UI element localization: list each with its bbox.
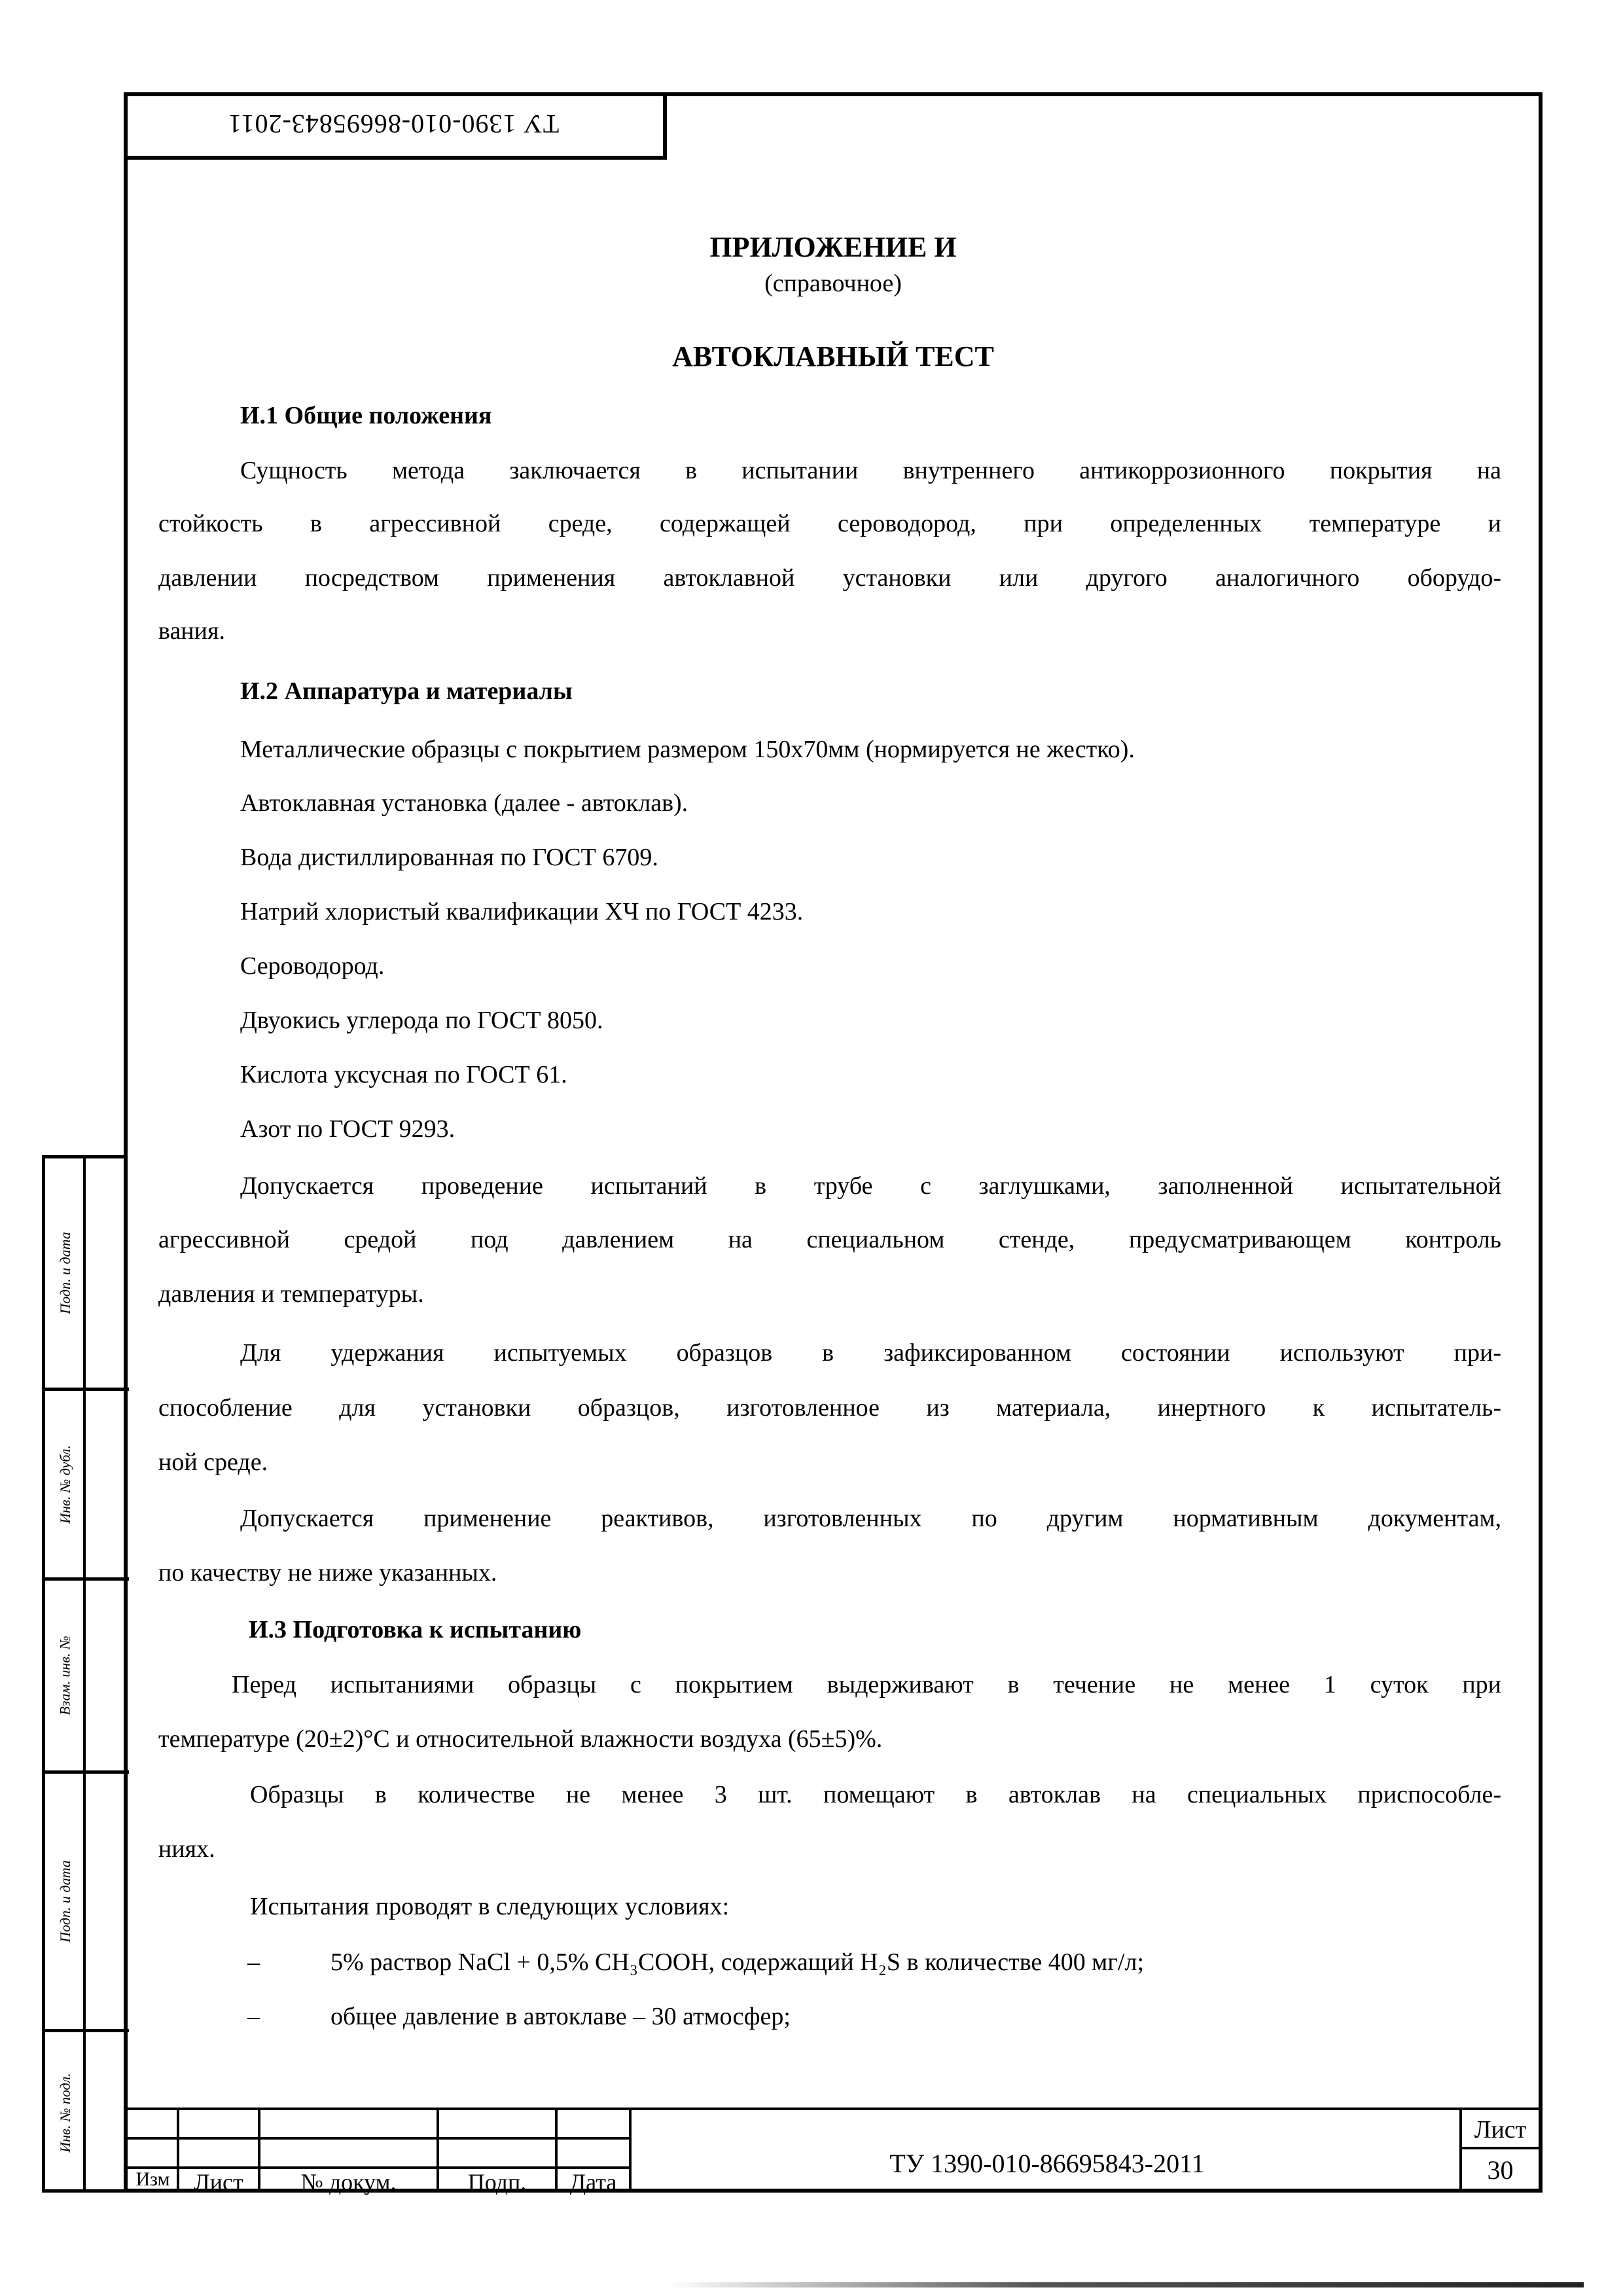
sheet-label: Лист [1474,2116,1527,2144]
list-item: Двуокись углерода по ГОСТ 8050. [240,1007,603,1034]
top-stamp-text: ТУ 1390-010-86695843-2011 [227,109,560,139]
column-signature: Подп. [467,2169,527,2195]
list-item: Сероводород. [240,952,385,980]
paragraph-line: Перед испытаниями образцы с покрытием выдерживают в течение не менее 1 суток при [232,1671,1501,1698]
left-label: Взам. инв. № [57,1636,73,1715]
column-izm: Изм [135,2168,170,2190]
paragraph-line: Испытания проводят в следующих условиях: [250,1893,730,1920]
paragraph-line: давления и температуры. [158,1280,424,1308]
appendix-subtitle: (справочное) [764,270,902,297]
list-item: Металлические образцы с покрытием размером 150х70мм (нормируется не жестко). [240,736,1135,763]
column-date: Дата [569,2169,617,2195]
paragraph-line: Допускается проведение испытаний в трубе с заглушками, заполненной испытательной [240,1172,1501,1200]
bullet-item: 5% раствор NaCl + 0,5% CH₃COOH, содержащий H₂S в количестве 400 мг/л; [330,1948,1144,1976]
sheet-number: 30 [1487,2155,1514,2185]
bullet-item: общее давление в автоклаве – 30 атмосфер; [330,2003,791,2030]
list-item: Кислота уксусная по ГОСТ 61. [240,1061,567,1088]
paragraph-line: Для удержания испытуемых образцов в зафиксированном состоянии используют при- [240,1339,1501,1367]
paragraph-line: стойкость в агрессивной среде, содержащей сероводород, при определенных температуре и [158,510,1501,537]
list-item: Вода дистиллированная по ГОСТ 6709. [240,844,658,871]
document-number: ТУ 1390-010-86695843-2011 [889,2149,1205,2178]
column-doc-number: № докум. [300,2169,397,2195]
paragraph-line: способление для установки образцов, изготовленное из материала, инертного к испытатель- [158,1394,1501,1422]
appendix-title: ПРИЛОЖЕНИЕ И [709,231,957,263]
scan-shadow [668,2282,1584,2287]
title-block-line [128,2108,1539,2110]
paragraph-line: Допускается применение реактивов, изготовленных по другим нормативным документам, [240,1505,1501,1532]
bullet-dash: – [247,2003,260,2030]
paragraph-line: температуре (20±2)°С и относительной влажности воздуха (65±5)%. [158,1725,883,1753]
top-document-stamp [124,92,667,160]
title-block-line [629,2108,632,2193]
column-list: Лист [194,2169,243,2195]
section-1-title: И.1 Общие положения [240,402,492,429]
list-item: Натрий хлористый квалификации ХЧ по ГОСТ 4233. [240,898,804,925]
paragraph-line: агрессивной средой под давлением на специальном стенде, предусматривающем контроль [158,1226,1501,1253]
paragraph-line: давлении посредством применения автоклавной установки или другого аналогичного оборудо- [158,564,1501,592]
section-3-title: И.3 Подготовка к испытанию [249,1616,582,1643]
title-block-line [1461,2147,1539,2149]
paragraph-line: по качеству не ниже указанных. [158,1559,497,1587]
left-column-divider [83,1158,86,2189]
list-item: Автоклавная установка (далее - автоклав). [240,789,688,817]
paragraph-line: Образцы в количестве не менее 3 шт. помещают в автоклав на специальных приспособле- [250,1781,1501,1808]
section-2-title: И.2 Аппаратура и материалы [240,677,573,705]
left-label: Подп. и дата [57,1860,74,1943]
left-label: Инв. № дубл. [57,1444,73,1524]
left-stamp-column [42,1155,126,2193]
paragraph-line: Сущность метода заключается в испытании внутреннего антикоррозионного покрытия на [240,457,1501,484]
paragraph-line: вания. [158,617,225,645]
paragraph-line: ной среде. [158,1448,268,1476]
left-label: Инв. № подл. [57,2072,73,2153]
document-heading: АВТОКЛАВНЫЙ ТЕСТ [672,340,994,372]
list-item: Азот по ГОСТ 9293. [240,1115,455,1143]
left-label: Подп. и дата [57,1232,74,1314]
bullet-dash: – [247,1948,260,1976]
paragraph-line: ниях. [158,1835,215,1863]
